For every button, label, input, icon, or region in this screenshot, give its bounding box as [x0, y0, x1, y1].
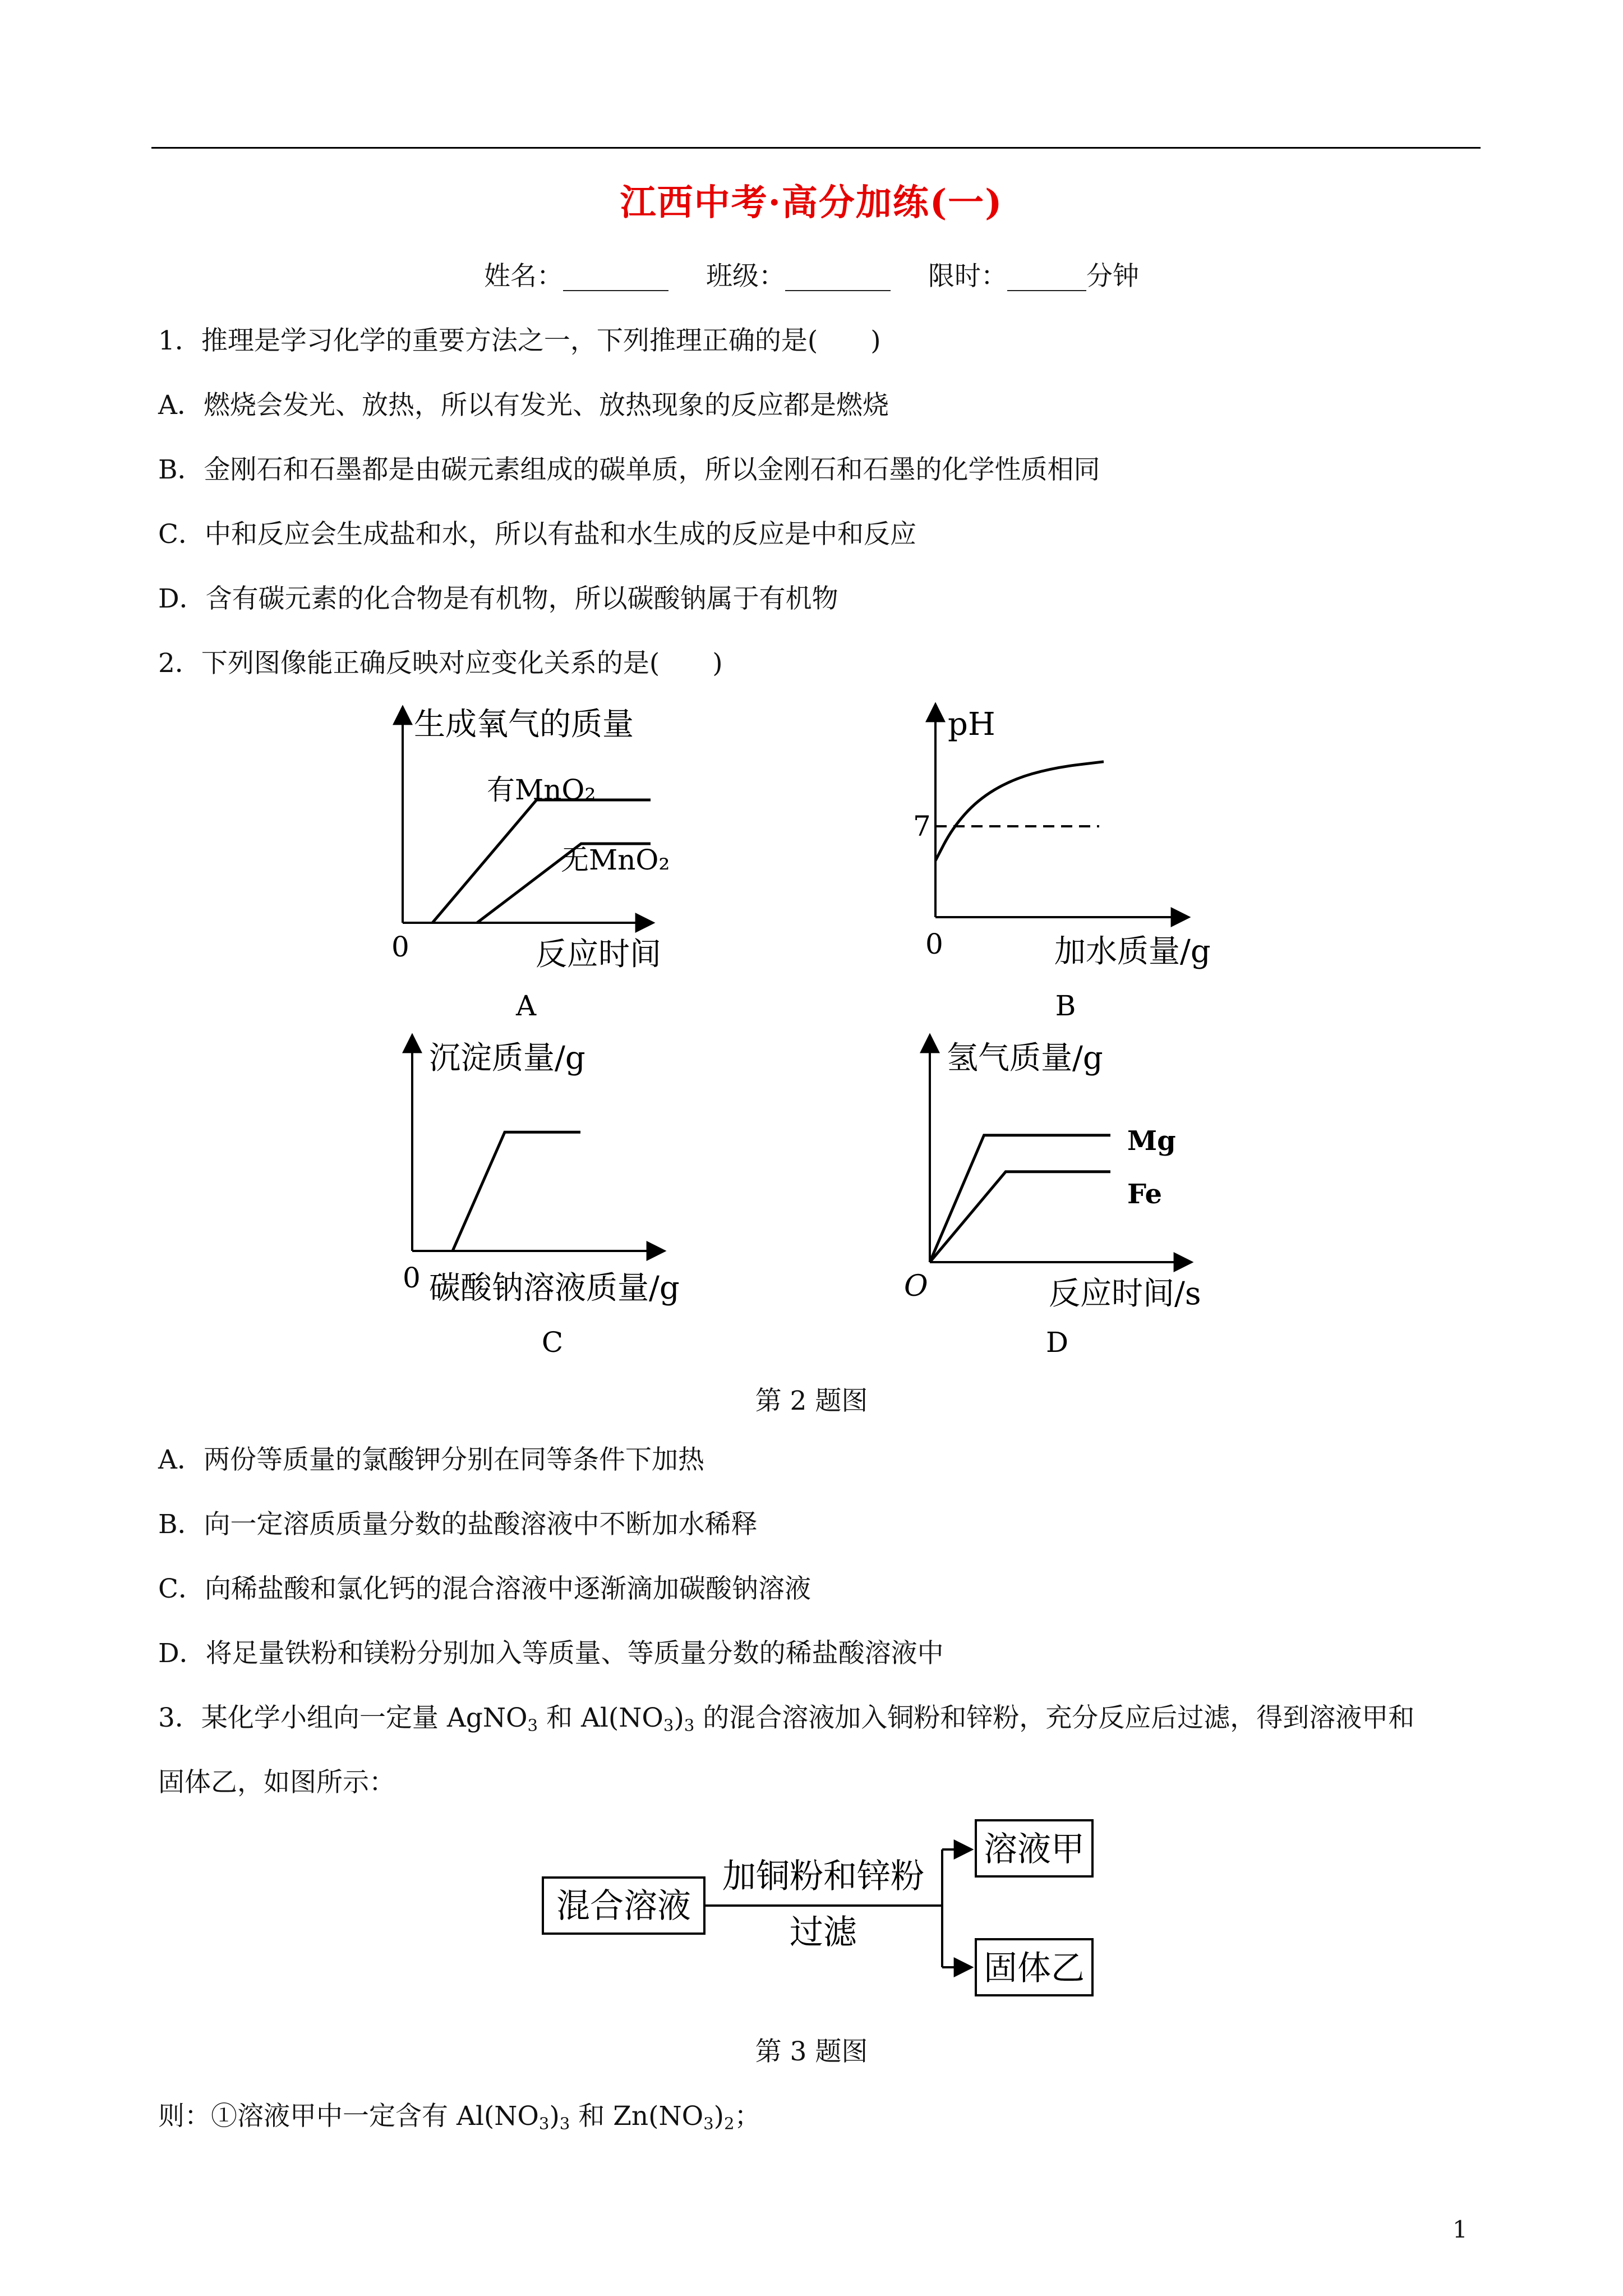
- flow-out1: 溶液甲: [984, 1830, 1085, 1869]
- q1-option-b: B．金刚石和石墨都是由碳元素组成的碳单质，所以金刚石和石墨的化学性质相同: [158, 454, 1100, 485]
- chart-b-ref-label: 7: [913, 810, 931, 843]
- chart-a-series-1-label: 有MnO₂: [487, 774, 596, 806]
- name-field: 姓名：________: [484, 261, 669, 292]
- q3-stem-b: 和 Al(NO: [538, 1703, 663, 1733]
- class-field: 班级：________: [706, 261, 891, 292]
- chart-c-series-1-line: [453, 1132, 580, 1251]
- chart-d-series-1-label: Mg: [1127, 1125, 1176, 1157]
- chart-d-ylabel: 氢气质量/g: [947, 1040, 1103, 1076]
- chart-d-origin: O: [904, 1269, 928, 1303]
- q1-stem: 1．推理是学习化学的重要方法之一，下列推理正确的是( ): [158, 325, 881, 356]
- q3-figure-caption: 第 3 题图: [755, 2036, 868, 2067]
- flow-process-2: 过滤: [790, 1913, 857, 1952]
- q3-s1-b: ): [549, 2101, 560, 2132]
- chart-b-xlabel: 加水质量/g: [1054, 933, 1211, 970]
- chart-b-series-1-line: [935, 762, 1104, 861]
- q3-stem: [158, 1697, 1414, 1734]
- q2-stem: 2．下列图像能正确反映对应变化关系的是( ): [158, 648, 723, 679]
- chart-d-xlabel: 反应时间/s: [1049, 1276, 1201, 1312]
- q3-s1-c: 和 Zn(NO: [570, 2101, 704, 2132]
- chart-a-caption: A: [515, 990, 537, 1022]
- chart-d-caption: D: [1045, 1326, 1069, 1359]
- chart-b-ylabel: pH: [948, 706, 995, 743]
- chart-d-series-1-line: [930, 1135, 1110, 1262]
- q1-option-a: A．燃烧会发光、放热，所以有发光、放热现象的反应都是燃烧: [158, 390, 889, 421]
- q2-option-d: D．将足量铁粉和镁粉分别加入等质量、等质量分数的稀盐酸溶液中: [158, 1638, 944, 1669]
- q3-s1-sub2: 3: [559, 2114, 570, 2133]
- flow-process-1: 加铜粉和锌粉: [722, 1857, 924, 1896]
- q3-stem-sub2: 3: [663, 1715, 674, 1735]
- page-number: 1: [1453, 2216, 1468, 2243]
- q3-stem-sub1: 3: [527, 1715, 538, 1735]
- chart-b: [913, 704, 1211, 970]
- chart-d: [904, 1035, 1201, 1312]
- q2-option-c: C．向稀盐酸和氯化钙的混合溶液中逐渐滴加碳酸钠溶液: [158, 1573, 811, 1604]
- q3-stem-sub3: 3: [684, 1715, 695, 1735]
- chart-c-xlabel: 碳酸钠溶液质量/g: [429, 1270, 680, 1306]
- chart-a-ylabel: 生成氧气的质量: [414, 706, 634, 743]
- chart-d-series-2-line: [930, 1172, 1110, 1262]
- chart-c-caption: C: [541, 1326, 564, 1359]
- q2-option-a: A．两份等质量的氯酸钾分别在同等条件下加热: [158, 1444, 704, 1475]
- chart-a: [391, 706, 670, 973]
- q3-flowchart: [0, 1795, 1623, 2031]
- q3-stem-line2: 固体乙，如图所示：: [158, 1767, 395, 1798]
- q2-option-b: B．向一定溶质质量分数的盐酸溶液中不断加水稀释: [158, 1509, 758, 1540]
- chart-c-ylabel: 沉淀质量/g: [429, 1040, 585, 1076]
- chart-c-origin: 0: [403, 1262, 421, 1294]
- chart-b-origin: 0: [925, 928, 943, 960]
- q1-option-c: C．中和反应会生成盐和水，所以有盐和水生成的反应是中和反应: [158, 519, 916, 550]
- q3-s1-d: ): [713, 2101, 724, 2132]
- q3-s1-sub3: 3: [703, 2114, 714, 2133]
- chart-d-series-2-label: Fe: [1127, 1179, 1162, 1210]
- q3-stem-d: 的混合溶液加入铜粉和锌粉，充分反应后过滤，得到溶液甲和: [694, 1703, 1415, 1733]
- q2-figure-caption: 第 2 题图: [755, 1386, 868, 1416]
- page-title: 江西中考·高分加练(一): [620, 182, 1003, 224]
- q3-s1-sub1: 3: [538, 2114, 550, 2133]
- q3-s1-sub4: 2: [724, 2114, 735, 2133]
- flow-start: 混合溶液: [556, 1887, 691, 1926]
- q3-stem-a: 3．某化学小组向一定量 AgNO: [158, 1703, 528, 1733]
- chart-a-origin: 0: [391, 931, 409, 963]
- flow-out2: 固体乙: [984, 1949, 1085, 1988]
- chart-a-xlabel: 反应时间: [536, 936, 661, 973]
- chart-b-caption: B: [1055, 990, 1076, 1022]
- time-field: 限时：______分钟: [928, 261, 1139, 292]
- q3-s1-e: ；: [734, 2101, 761, 2132]
- q3-s1-a: 则：①溶液甲中一定含有 Al(NO: [158, 2101, 539, 2132]
- q1-option-d: D．含有碳元素的化合物是有机物，所以碳酸钠属于有机物: [158, 583, 838, 614]
- q3-stem-c: ): [674, 1703, 684, 1733]
- chart-a-series-2-label: 无MnO₂: [561, 844, 670, 876]
- chart-c: [403, 1035, 680, 1306]
- q3-statement-1: [158, 2095, 761, 2133]
